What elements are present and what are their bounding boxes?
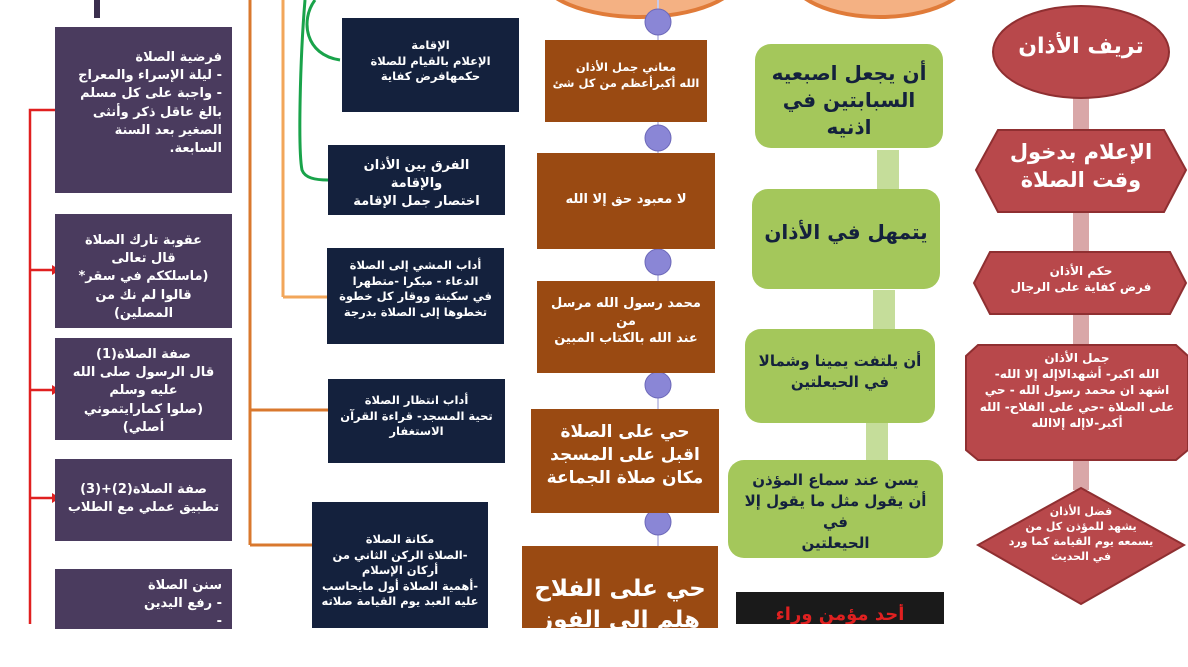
adhan-virtue-text: فضل الأذان يشهد للمؤذن كل من يسمعه يوم القيامة كما ورد في الحديث — [1008, 505, 1154, 563]
red-bracket — [30, 110, 55, 624]
iqama-box: الإقامة الإعلام بالقيام للصلاة حكمهافرض كفاية — [342, 18, 519, 112]
green-curve-1 — [307, 0, 340, 60]
green-connector-2 — [873, 290, 895, 330]
muhammad-messenger-box: محمد رسول الله مرسل من عند الله بالكتاب المبين — [537, 281, 715, 373]
bottom-black-box-text: أحد مؤمن وراء — [775, 604, 905, 624]
fingers-in-ears-box: أن يجعل اصبعيه السبابتين في اذنيه — [755, 44, 943, 148]
listener-sunnah-box: يسن عند سماع المؤذن أن يقول مثل ما يقول إلا في الحيعلتين — [728, 460, 943, 558]
knob-3 — [645, 249, 671, 275]
no-god-but-allah-box: لا معبود حق إلا الله — [537, 153, 715, 249]
adhan-phrases-text: جمل الأذان الله اكبر- أشهدالاإله إلا الله- اشهد ان محمد رسول الله - حي على الصلاة -حي على الفلاح- الله أكبر-لاإله إلاالله — [979, 351, 1175, 430]
knob-2 — [645, 125, 671, 151]
turn-left-right-box: أن يلتفت يمينا وشمالا في الحيعلتين — [745, 329, 935, 423]
slow-adhan-box: يتمهل في الأذان — [752, 189, 940, 289]
hayya-alas-salah-box: حي على الصلاة اقبل على المسجد مكان صلاة الجماعة — [531, 409, 719, 513]
prayer-obligation-box: فرضية الصلاة - ليلة الإسراء والمعراج - واجبة على كل مسلم بالغ عاقل ذكر وأنثى الصغير بعد السنة السابعة. — [55, 27, 232, 193]
prayer-description-1-box: صفة الصلاة(1) قال الرسول صلى الله عليه وسلم (صلوا كمارايتموني أصلي) — [55, 338, 232, 440]
hayya-alal-falah-box: حي على الفلاح هلم إلى الفوز بالجنة — [522, 546, 718, 628]
adhan-definition-title: تريف الأذان — [1018, 34, 1144, 59]
top-oval-left — [540, 0, 740, 17]
green-connector-1 — [877, 150, 899, 190]
green-connector-3 — [866, 422, 888, 462]
adhan-meanings-box: معاني جمل الأذان الله أكبرأعظم من كل شئ — [545, 40, 707, 122]
waiting-etiquette-box: أداب انتظار الصلاة تحية المسجد- قراءة القرآن الاستغفار — [328, 379, 505, 463]
adhan-iqama-difference-box: الفرق بين الأذان والإقامة اختصار جمل الإقامة — [328, 145, 505, 215]
adhan-definition-text: الإعلام بدخول وقت الصلاة — [1009, 140, 1153, 193]
prayer-abandoner-punishment-box: عقوبة تارك الصلاة قال تعالى (ماسلككم في سقر* قالوا لم نك من المصلين) — [55, 214, 232, 328]
prayer-description-2-3-box: صفة الصلاة(2)+(3) تطبيق عملي مع الطلاب — [55, 459, 232, 541]
knob-1 — [645, 9, 671, 35]
adhan-ruling-text: حكم الأذان فرض كفاية على الرجال — [1010, 264, 1152, 295]
walking-etiquette-box: أداب المشي إلى الصلاة الدعاء - مبكرا -متطهرا في سكينة ووقار كل خطوة تخطوها إلى الصلاة بدرجة — [327, 248, 504, 344]
green-curve-2 — [300, 0, 328, 180]
top-oval-right — [790, 0, 970, 17]
prayer-status-box: مكانة الصلاة -الصلاة الركن الثاني من أركان الإسلام -أهمية الصلاة أول مايحاسب عليه العبد يوم القيامة صلاته — [312, 502, 488, 628]
prayer-sunan-box: سنن الصلاة - رفع اليدين - — [55, 569, 232, 629]
knob-4 — [645, 372, 671, 398]
